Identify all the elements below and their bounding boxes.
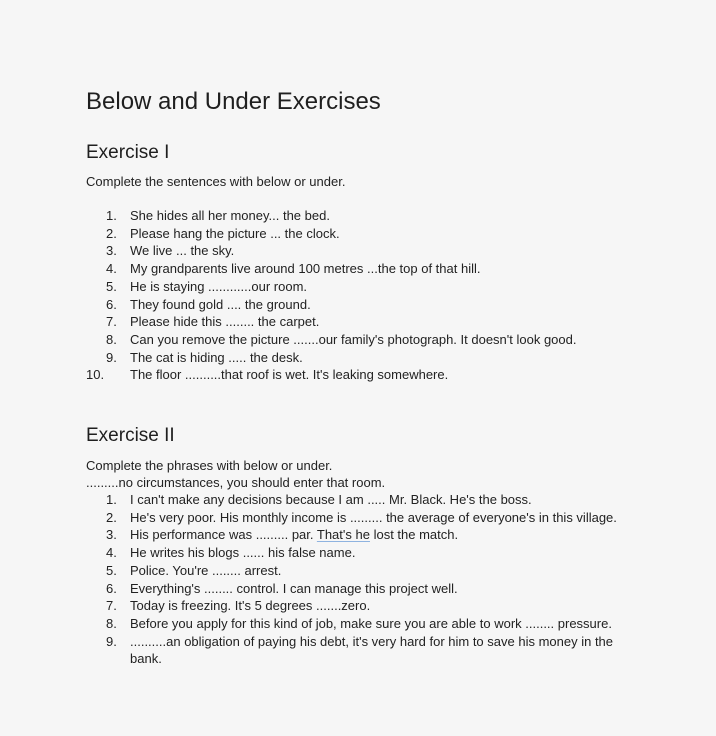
list-item bbox=[86, 296, 646, 314]
item-text: Please hide this ........ the carpet. bbox=[130, 314, 320, 330]
item-text: They found gold .... the ground. bbox=[130, 296, 311, 312]
list-item bbox=[86, 509, 646, 527]
item-text: Can you remove the picture .......our family's photograph. It doesn't look good. bbox=[130, 331, 577, 347]
list-item bbox=[86, 331, 646, 349]
list-item bbox=[86, 366, 646, 384]
item-text: He writes his blogs ...... his false name. bbox=[130, 545, 356, 561]
item-number: 2. bbox=[106, 225, 117, 241]
item-text: He's very poor. His monthly income is ......... the average of everyone's in this village. bbox=[130, 509, 617, 525]
item-number: 7. bbox=[106, 314, 117, 330]
list-item bbox=[86, 491, 646, 509]
item-text: He is staying ............our room. bbox=[130, 278, 308, 294]
exercise-2-intro: .........no circumstances, you should enter that room. bbox=[86, 475, 386, 490]
item-text: Today is freezing. It's 5 degrees .......zero. bbox=[130, 598, 371, 614]
list-item bbox=[86, 580, 646, 598]
exercise-1-heading: Exercise I bbox=[86, 142, 170, 163]
item-number: 4. bbox=[106, 261, 117, 277]
item-number: 8. bbox=[106, 331, 117, 347]
item-number: 9. bbox=[106, 349, 117, 365]
item-number: 5. bbox=[106, 278, 117, 294]
item-number: 7. bbox=[106, 598, 117, 614]
exercise-2-instruction: Complete the phrases with below or under. bbox=[86, 458, 333, 473]
item-number: 6. bbox=[106, 580, 117, 596]
item-text: She hides all her money... the bed. bbox=[130, 208, 330, 223]
item-text: lost the match. bbox=[369, 527, 459, 543]
item-number: 3. bbox=[106, 243, 117, 259]
item-number: 2. bbox=[106, 509, 117, 525]
list-item bbox=[86, 225, 646, 243]
page-title: Below and Under Exercises bbox=[86, 88, 381, 115]
item-number: 9. bbox=[106, 633, 117, 649]
item-number: 10. bbox=[86, 367, 105, 383]
list-item bbox=[86, 207, 646, 225]
exercise-1-instruction: Complete the sentences with below or under. bbox=[86, 174, 346, 189]
item-number: 6. bbox=[106, 296, 117, 312]
item-number: 4. bbox=[106, 545, 117, 561]
list-item bbox=[86, 278, 646, 296]
list-item bbox=[86, 615, 646, 633]
item-text: ..........an obligation of paying his debt, it's very hard for him to save his money in the bank. bbox=[130, 633, 614, 667]
item-text: Please hang the picture ... the clock. bbox=[130, 225, 340, 241]
grammar-suggestion-underline[interactable]: That's he bbox=[316, 527, 370, 543]
item-text: His performance was ......... par. bbox=[130, 527, 317, 543]
item-number: 1. bbox=[106, 208, 117, 223]
item-text: The cat is hiding ..... the desk. bbox=[130, 349, 303, 365]
list-item bbox=[86, 260, 646, 278]
item-number: 5. bbox=[106, 562, 117, 578]
item-text: Police. You're ........ arrest. bbox=[130, 562, 282, 578]
item-text: My grandparents live around 100 metres ...the top of that hill. bbox=[130, 261, 481, 277]
list-item bbox=[86, 544, 646, 562]
item-text: I can't make any decisions because I am ..... Mr. Black. He's the boss. bbox=[130, 492, 532, 507]
list-item bbox=[86, 597, 646, 615]
item-text: Everything's ........ control. I can manage this project well. bbox=[130, 580, 458, 596]
item-text: The floor ..........that roof is wet. It's leaking somewhere. bbox=[130, 367, 449, 383]
item-text: We live ... the sky. bbox=[130, 243, 235, 259]
list-item bbox=[86, 562, 646, 580]
item-text: Before you apply for this kind of job, make sure you are able to work ........ pressure. bbox=[130, 615, 612, 631]
item-number: 8. bbox=[106, 615, 117, 631]
list-item bbox=[86, 526, 646, 544]
item-number: 1. bbox=[106, 492, 117, 507]
list-item bbox=[86, 242, 646, 260]
list-item bbox=[86, 633, 646, 668]
list-item bbox=[86, 313, 646, 331]
exercise-2-heading: Exercise II bbox=[86, 425, 175, 446]
item-number: 3. bbox=[106, 527, 117, 543]
exercise-2-list bbox=[86, 491, 646, 668]
exercise-1-list bbox=[86, 207, 646, 384]
list-item bbox=[86, 349, 646, 367]
